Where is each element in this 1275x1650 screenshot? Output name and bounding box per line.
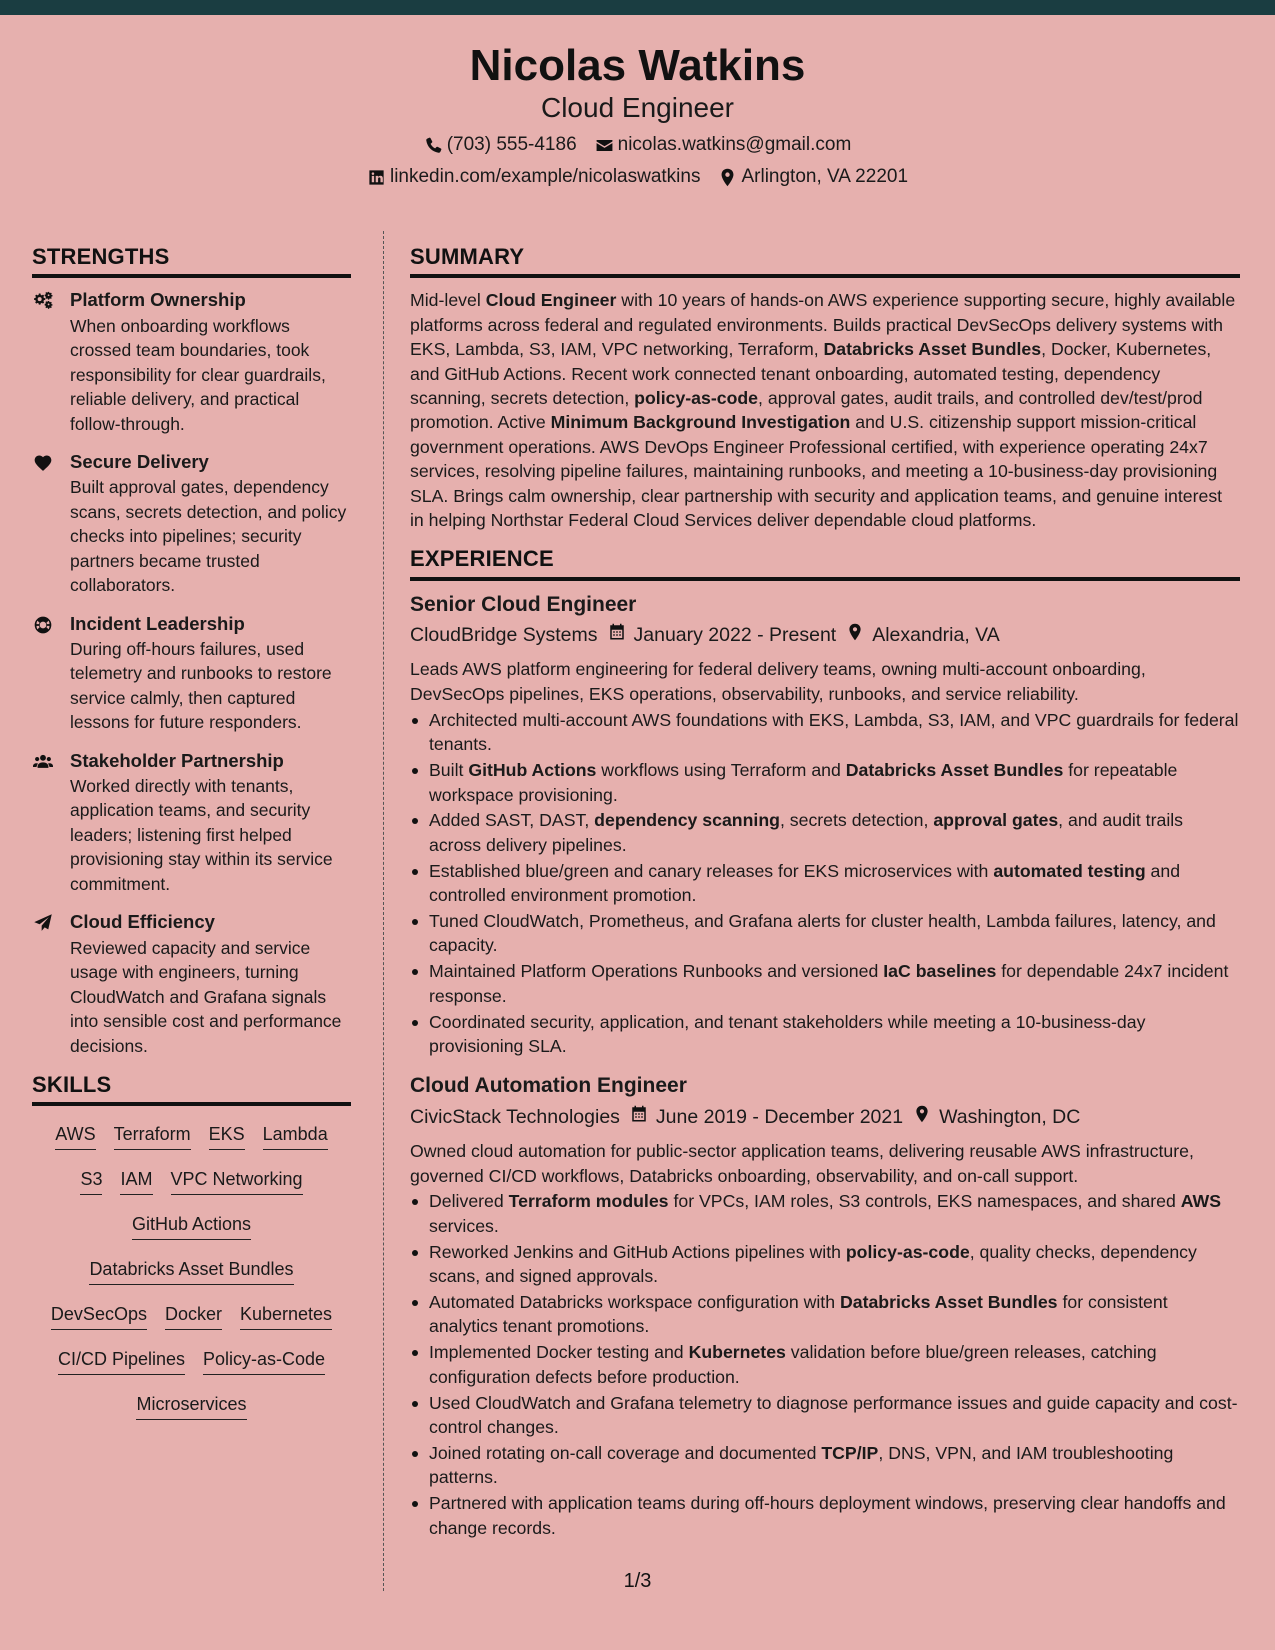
candidate-role: Cloud Engineer bbox=[540, 92, 735, 123]
job-bullets bbox=[410, 708, 1240, 1059]
skills-row bbox=[32, 1116, 351, 1161]
left-column bbox=[32, 244, 351, 1431]
calendar-icon bbox=[608, 622, 626, 649]
strength-description: When onboarding workflows crossed team boundaries, took responsibility for clear guardrails, reliable delivery, and practical follow-through. bbox=[70, 315, 326, 434]
job-bullet: Established blue/green and canary releases for EKS microservices with automated testing and controlled environment promotion. bbox=[410, 859, 1240, 908]
strength-title: Cloud Efficiency bbox=[70, 911, 215, 933]
job-bullet: Joined rotating on-call coverage and documented TCP/IP, DNS, VPN, and IAM troubleshooting patterns. bbox=[410, 1441, 1240, 1490]
strength-description: During off-hours failures, used telemetry and runbooks to restore service calmly, then captured lessons for future responders. bbox=[70, 638, 332, 733]
experience-list bbox=[410, 591, 1240, 1540]
job-bullet: Built GitHub Actions workflows using Terraform and Databricks Asset Bundles for repeatable workspace provisioning. bbox=[410, 758, 1240, 807]
emphasis-text: Databricks Asset Bundles bbox=[823, 339, 1042, 360]
job-bullet: Architected multi-account AWS foundations with EKS, Lambda, S3, IAM, and VPC guardrails for federal tenants. bbox=[410, 708, 1240, 757]
job-bullet: Delivered Terraform modules for VPCs, IAM roles, S3 controls, EKS namespaces, and shared AWS services. bbox=[410, 1189, 1240, 1238]
skill-tag: Docker bbox=[165, 1304, 222, 1330]
skill-tag: IAM bbox=[120, 1169, 152, 1195]
job-description: Owned cloud automation for public-sector application teams, delivering reusable AWS infrastructure, governed CI/CD workflows, Databricks onboarding, observability, and on-call support. bbox=[410, 1141, 1194, 1186]
summary-heading: SUMMARY bbox=[410, 244, 1240, 278]
top-bar bbox=[0, 0, 1275, 15]
strength-body bbox=[70, 288, 351, 436]
emphasis-text: Minimum Background Investigation bbox=[550, 412, 851, 433]
job-bullet: Partnered with application teams during off-hours deployment windows, preserving clear handoffs and change records. bbox=[410, 1491, 1240, 1540]
strength-item bbox=[32, 749, 351, 897]
strength-item bbox=[32, 288, 351, 436]
job-location-text: Washington, DC bbox=[939, 1105, 1081, 1128]
strength-description: Worked directly with tenants, application teams, and security leaders; listening first helped provisioning stay within its service commitment. bbox=[70, 775, 333, 894]
job-location-text: Alexandria, VA bbox=[872, 624, 1000, 647]
emphasis-text: automated testing bbox=[993, 860, 1146, 881]
skill-tag: Policy-as-Code bbox=[203, 1349, 325, 1375]
experience-heading: EXPERIENCE bbox=[410, 546, 1240, 580]
location-contact bbox=[718, 166, 908, 189]
emphasis-text: Cloud Engineer bbox=[485, 290, 617, 311]
emphasis-text: Databricks Asset Bundles bbox=[845, 760, 1064, 781]
linkedin-text[interactable]: linkedin.com/example/nicolaswatkins bbox=[389, 166, 701, 187]
column-divider bbox=[383, 231, 384, 1591]
gears-icon bbox=[32, 288, 70, 436]
strength-title: Secure Delivery bbox=[70, 451, 209, 473]
map-pin-icon bbox=[913, 1104, 931, 1131]
job-bullet: Used CloudWatch and Grafana telemetry to diagnose performance issues and guide capacity and cost-control changes. bbox=[410, 1391, 1240, 1440]
emphasis-text: policy-as-code bbox=[845, 1241, 970, 1262]
summary-text: Mid-level Cloud Engineer with 10 years of hands-on AWS experience supporting secure, highly available platforms across federal and regulated environments. Builds practical DevSecOps delivery systems with EKS, Lambda, S3, IAM, VPC networking, Terraform, Databricks Asset Bundles, Docker, Kubernetes, and GitHub Actions. Recent work connected tenant onboarding, automated testing, dependency scanning, secrets detection, policy-as-code, approval gates, audit trails, and controlled dev/test/prod promotion. Active Minimum Background Investigation and U.S. citizenship support mission-critical government operations. AWS DevOps Engineer Professional certified, with experience operating 24x7 services, resolving pipeline failures, maintaining runbooks, and meeting a 10-business-day provisioning SLA. Brings calm ownership, clear partnership with security and application teams, and genuine interest in helping Northstar Federal Cloud Services deliver dependable cloud platforms. bbox=[410, 290, 1236, 531]
job-bullet: Added SAST, DAST, dependency scanning, secrets detection, approval gates, and audit trails across delivery pipelines. bbox=[410, 808, 1240, 857]
linkedin-icon bbox=[367, 168, 386, 187]
strengths-list bbox=[32, 288, 351, 1058]
emphasis-text: GitHub Actions bbox=[468, 760, 597, 781]
emphasis-text: dependency scanning bbox=[594, 810, 780, 831]
users-icon bbox=[32, 749, 70, 897]
map-pin-icon bbox=[846, 622, 864, 649]
strength-title: Platform Ownership bbox=[70, 289, 246, 311]
job-title: Cloud Automation Engineer bbox=[410, 1074, 687, 1098]
skill-tag: DevSecOps bbox=[51, 1304, 147, 1330]
phone-contact bbox=[424, 134, 577, 157]
job-bullet: Reworked Jenkins and GitHub Actions pipelines with policy-as-code, quality checks, dependency scans, and signed approvals. bbox=[410, 1240, 1240, 1289]
skills-row bbox=[32, 1206, 351, 1251]
phone-icon bbox=[424, 136, 443, 155]
location-text: Arlington, VA 22201 bbox=[741, 166, 909, 187]
skills-list bbox=[32, 1116, 351, 1431]
strength-body bbox=[70, 749, 351, 897]
job-company: CloudBridge Systems bbox=[410, 624, 598, 647]
job-title: Senior Cloud Engineer bbox=[410, 592, 637, 616]
emphasis-text: Terraform modules bbox=[508, 1191, 669, 1212]
heart-icon bbox=[32, 450, 70, 598]
job-location bbox=[846, 622, 1000, 649]
skills-row bbox=[32, 1341, 351, 1386]
strength-description: Reviewed capacity and service usage with engineers, turning CloudWatch and Grafana signals into sensible cost and performance decisions. bbox=[70, 937, 342, 1056]
emphasis-text: TCP/IP bbox=[821, 1443, 879, 1463]
skill-tag: CI/CD Pipelines bbox=[58, 1349, 185, 1375]
job-bullet: Automated Databricks workspace configuration with Databricks Asset Bundles for consistent analytics tenant promotions. bbox=[410, 1290, 1240, 1339]
strength-title: Stakeholder Partnership bbox=[70, 749, 284, 771]
job-bullet: Coordinated security, application, and tenant stakeholders while meeting a 10-business-day provisioning SLA. bbox=[410, 1010, 1240, 1059]
job-dates bbox=[608, 622, 837, 649]
map-pin-icon bbox=[718, 168, 737, 187]
job-bullet: Implemented Docker testing and Kubernetes validation before blue/green releases, catching configuration defects before production. bbox=[410, 1340, 1240, 1389]
email-text[interactable]: nicolas.watkins@gmail.com bbox=[617, 134, 852, 155]
job-location bbox=[913, 1104, 1080, 1131]
skills-row bbox=[32, 1386, 351, 1431]
email-contact[interactable] bbox=[595, 134, 852, 157]
skill-tag: EKS bbox=[209, 1124, 245, 1150]
emphasis-text: AWS bbox=[1180, 1191, 1222, 1212]
strength-item bbox=[32, 910, 351, 1058]
emphasis-text: policy-as-code bbox=[634, 388, 759, 409]
skills-heading: SKILLS bbox=[32, 1072, 351, 1106]
contact-line-2 bbox=[0, 166, 1275, 189]
emphasis-text: IaC baselines bbox=[883, 961, 997, 982]
contact-line-1 bbox=[0, 134, 1275, 157]
skills-row bbox=[32, 1251, 351, 1296]
strengths-heading: STRENGTHS bbox=[32, 244, 351, 278]
emphasis-text: Databricks Asset Bundles bbox=[839, 1292, 1058, 1313]
strength-body bbox=[70, 910, 351, 1058]
strength-item bbox=[32, 450, 351, 598]
resume-header bbox=[0, 15, 1275, 204]
emphasis-text: approval gates bbox=[933, 810, 1059, 831]
candidate-name: Nicolas Watkins bbox=[469, 41, 806, 90]
job-dates bbox=[630, 1104, 903, 1131]
job-company: CivicStack Technologies bbox=[410, 1105, 620, 1128]
life-ring-icon bbox=[32, 612, 70, 735]
job-meta bbox=[410, 622, 1240, 649]
skills-row bbox=[32, 1296, 351, 1341]
job-dates-text: June 2019 - December 2021 bbox=[655, 1105, 904, 1128]
paper-plane-icon bbox=[32, 910, 70, 1058]
job-entry bbox=[410, 1072, 1240, 1540]
skill-tag: AWS bbox=[55, 1124, 95, 1150]
job-bullet: Tuned CloudWatch, Prometheus, and Grafana alerts for cluster health, Lambda failures, latency, and capacity. bbox=[410, 909, 1240, 958]
skills-row bbox=[32, 1161, 351, 1206]
job-bullet: Maintained Platform Operations Runbooks and versioned IaC baselines for dependable 24x7 incident response. bbox=[410, 959, 1240, 1008]
skill-tag: Kubernetes bbox=[240, 1304, 332, 1330]
skill-tag: S3 bbox=[80, 1169, 102, 1195]
page-number: 1/3 bbox=[623, 1570, 652, 1592]
job-entry bbox=[410, 591, 1240, 1059]
strength-description: Built approval gates, dependency scans, secrets detection, and policy checks into pipelines; security partners became trusted collaborators. bbox=[70, 477, 347, 596]
skill-tag: Terraform bbox=[114, 1124, 191, 1150]
right-column bbox=[410, 244, 1240, 1554]
skill-tag: Microservices bbox=[136, 1394, 246, 1420]
skill-tag: GitHub Actions bbox=[132, 1214, 251, 1240]
strength-body bbox=[70, 450, 351, 598]
envelope-icon bbox=[595, 136, 614, 155]
job-bullets bbox=[410, 1189, 1240, 1540]
skill-tag: Databricks Asset Bundles bbox=[89, 1259, 293, 1285]
job-meta bbox=[410, 1104, 1240, 1131]
calendar-icon bbox=[630, 1104, 648, 1131]
strength-body bbox=[70, 612, 351, 735]
skill-tag: Lambda bbox=[263, 1124, 328, 1150]
skill-tag: VPC Networking bbox=[171, 1169, 303, 1195]
linkedin-contact[interactable] bbox=[367, 166, 700, 189]
emphasis-text: Kubernetes bbox=[688, 1342, 786, 1363]
job-dates-text: January 2022 - Present bbox=[633, 624, 837, 647]
phone-text: (703) 555-4186 bbox=[446, 134, 577, 155]
job-description: Leads AWS platform engineering for federal delivery teams, owning multi-account onboarding, DevSecOps pipelines, EKS operations, observability, runbooks, and service reliability. bbox=[410, 659, 1146, 704]
strength-item bbox=[32, 612, 351, 735]
strength-title: Incident Leadership bbox=[70, 612, 245, 634]
